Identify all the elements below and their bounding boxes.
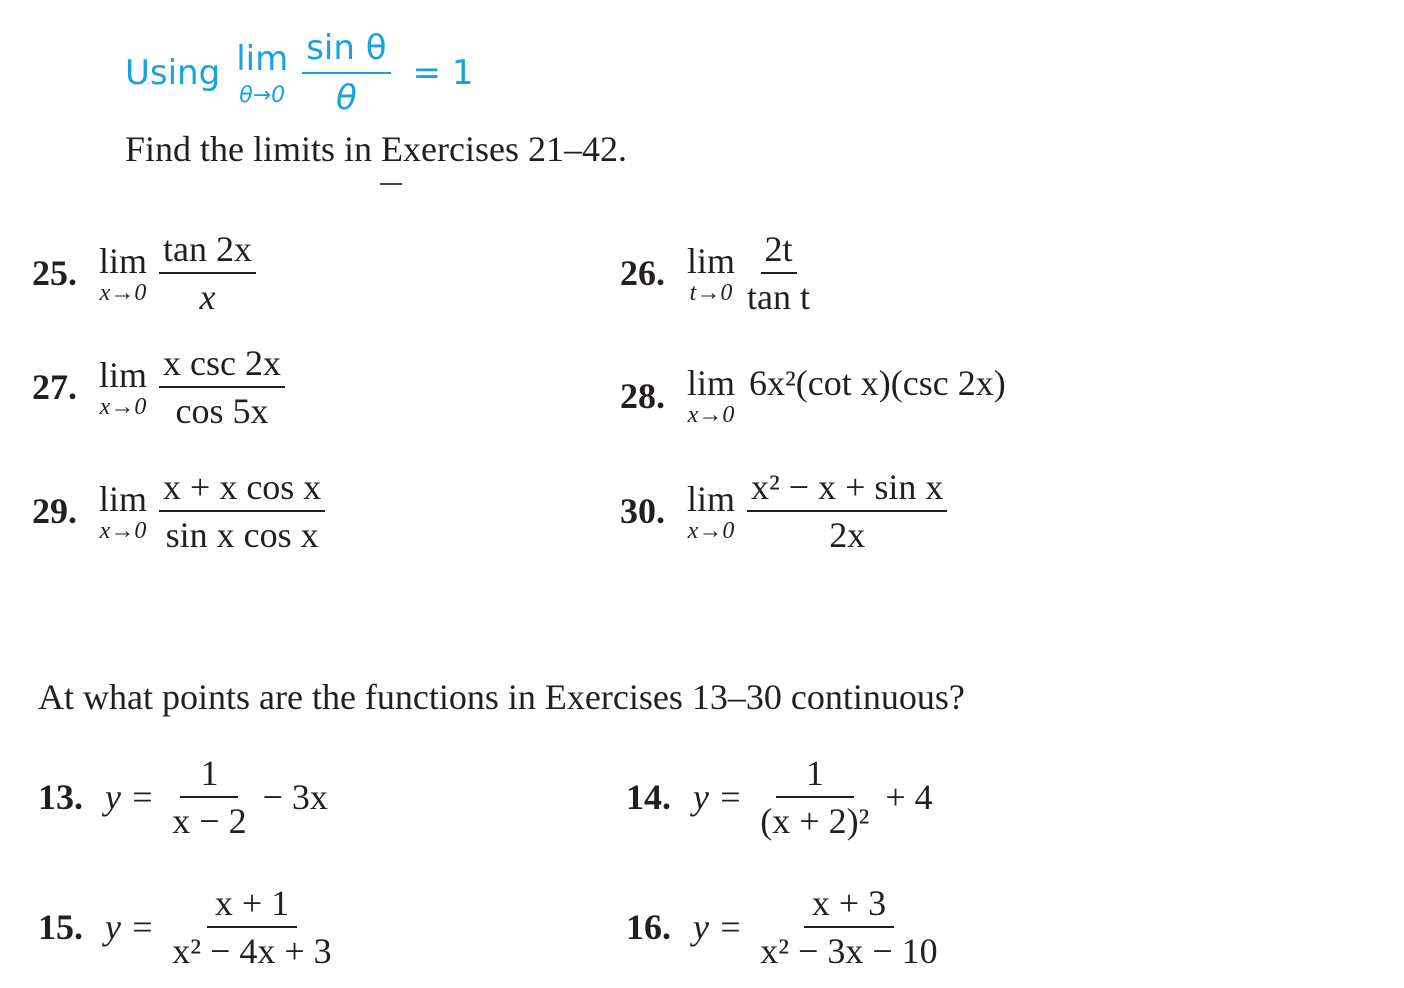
lim-text: lim [99, 240, 148, 281]
numerator: x² − x + sin x [747, 466, 947, 512]
lim-text: lim [99, 354, 148, 395]
exercise-13 [38, 752, 328, 842]
instruction-limits: Find the limits in Exercises 21–42. [125, 129, 627, 169]
heading-denominator: θ [335, 78, 357, 118]
limit-operator [687, 240, 735, 307]
lhs: y = [105, 907, 155, 947]
fraction [172, 752, 246, 842]
exercise-label: 27. [32, 367, 77, 407]
denominator: x² − 4x + 3 [172, 931, 332, 971]
exercise-14 [626, 752, 933, 842]
exercise-label: 16. [626, 907, 671, 947]
exercise-label: 25. [32, 253, 77, 293]
heading-lim: lim [236, 38, 289, 79]
numerator: 2t [761, 228, 797, 274]
exercise-29 [32, 466, 325, 556]
denominator: (x + 2)² [760, 801, 870, 841]
denominator: tan t [747, 277, 810, 317]
lim-sub: x→0 [99, 517, 147, 544]
exercise-label: 15. [38, 907, 83, 947]
exercise-28 [620, 362, 1006, 429]
numerator: 1 [180, 752, 238, 798]
lim-sub: x→0 [99, 393, 147, 420]
numerator: x csc 2x [159, 342, 285, 388]
fraction [172, 882, 331, 972]
exercise-label: 29. [32, 491, 77, 531]
cut-off-mark [380, 183, 402, 185]
instruction-continuity: At what points are the functions in Exercises 13–30 continuous? [38, 677, 965, 717]
lim-text: lim [687, 363, 736, 403]
exercise-27 [32, 342, 285, 432]
heading-lim-sub: θ→0 [239, 82, 286, 108]
denominator: x² − 3x − 10 [760, 931, 938, 971]
lhs: y = [693, 777, 743, 817]
denominator: x − 2 [172, 801, 247, 841]
exercise-label: 30. [620, 491, 665, 531]
heading-rhs: = 1 [412, 53, 474, 93]
lhs: y = [693, 907, 743, 947]
exercise-30 [620, 466, 947, 556]
fraction [159, 466, 325, 556]
lim-text: lim [687, 478, 736, 519]
numerator: x + 3 [804, 882, 894, 928]
lim-text: lim [687, 240, 736, 281]
heading-fraction [302, 28, 390, 118]
denominator: cos 5x [175, 391, 269, 431]
fraction [760, 752, 869, 842]
exercise-label: 14. [626, 777, 671, 817]
limit-operator [687, 478, 735, 545]
exercise-15 [38, 882, 332, 972]
exercise-label: 28. [620, 375, 665, 416]
fraction [159, 228, 256, 318]
lim-text: lim [99, 478, 148, 519]
denominator: 2x [829, 515, 866, 555]
limit-operator [99, 354, 147, 421]
lim-sub: x→0 [687, 402, 735, 428]
limit-operator [99, 478, 147, 545]
numerator: x + x cos x [159, 466, 325, 512]
exercise-25 [32, 228, 256, 318]
fraction [159, 342, 285, 432]
section-heading [125, 28, 473, 118]
lhs: y = [105, 777, 155, 817]
denominator: sin x cos x [165, 515, 319, 555]
tail-term: + 4 [885, 777, 933, 817]
fraction [747, 466, 947, 556]
heading-prefix: Using [125, 53, 221, 93]
numerator: 1 [776, 752, 854, 798]
lim-sub: t→0 [689, 279, 733, 306]
exercise-16 [626, 882, 938, 972]
limit-operator [99, 240, 147, 307]
expression: 6x²(cot x)(csc 2x) [749, 363, 1006, 403]
numerator: x + 1 [207, 882, 297, 928]
fraction [760, 882, 937, 972]
numerator: tan 2x [159, 228, 256, 274]
limit-operator [687, 362, 735, 429]
heading-numerator: sin θ [302, 28, 390, 74]
exercise-26 [620, 228, 810, 318]
exercise-label: 13. [38, 777, 83, 817]
denominator: x [199, 277, 216, 317]
lim-sub: x→0 [687, 517, 735, 544]
lim-sub: x→0 [99, 279, 147, 306]
exercise-label: 26. [620, 253, 665, 293]
heading-limit [236, 39, 288, 108]
fraction [747, 228, 810, 318]
tail-term: − 3x [262, 777, 328, 817]
